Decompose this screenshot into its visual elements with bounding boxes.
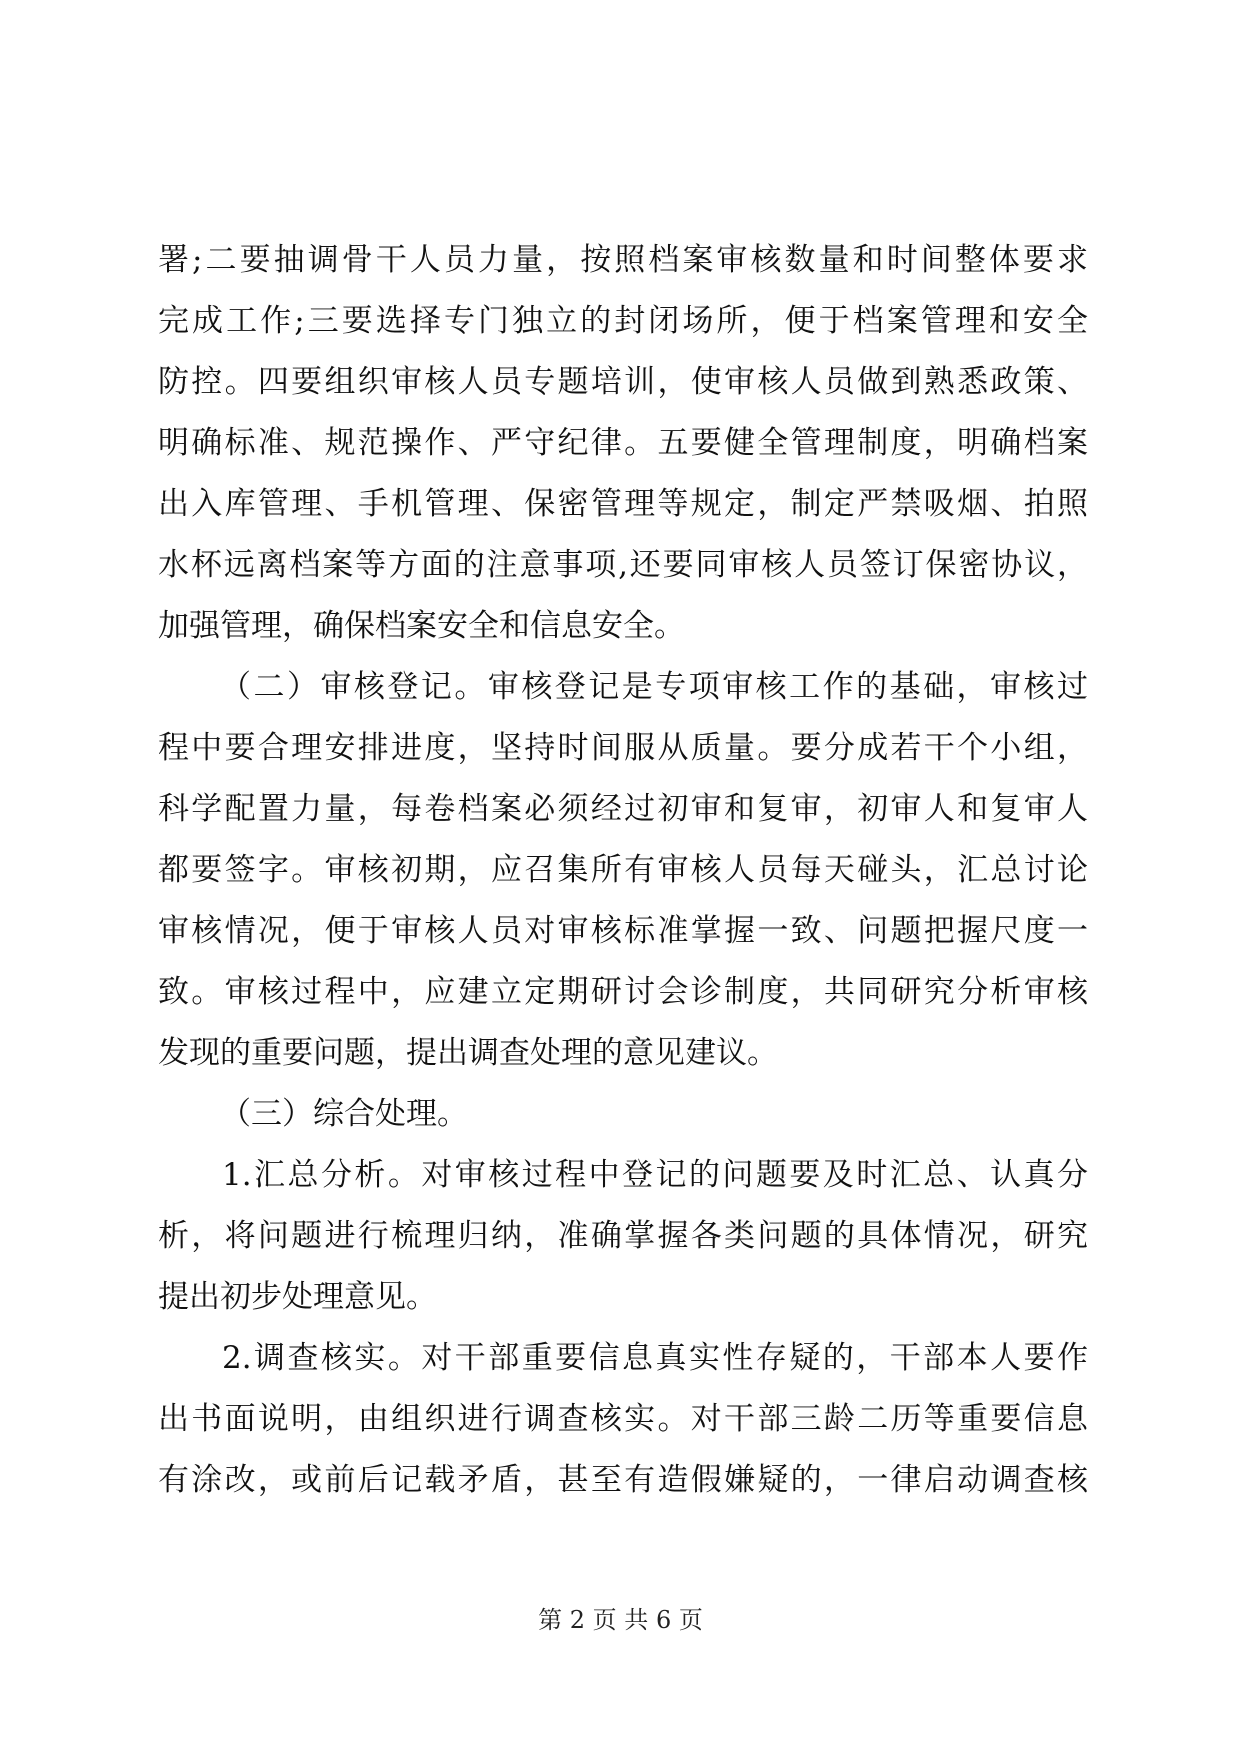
text-line: 致。审核过程中，应建立定期研讨会诊制度，共同研究分析审核 <box>158 974 1088 1010</box>
text-line: 1.汇总分析。对审核过程中登记的问题要及时汇总、认真分 <box>222 1157 1088 1193</box>
section-heading-line: （二）审核登记。审核登记是专项审核工作的基础，审核过 <box>220 669 1088 705</box>
section-heading-line: （三）综合处理。 <box>220 1096 468 1132</box>
text-line: 析，将问题进行梳理归纳，准确掌握各类问题的具体情况，研究 <box>158 1218 1088 1254</box>
page-number-footer: 第 2 页 共 6 页 <box>538 1606 703 1634</box>
text-line: 防控。四要组织审核人员专题培训，使审核人员做到熟悉政策、 <box>158 364 1088 400</box>
document-body <box>158 230 1088 1511</box>
text-line: 科学配置力量，每卷档案必须经过初审和复审，初审人和复审人 <box>158 791 1088 827</box>
text-line: 署;二要抽调骨干人员力量，按照档案审核数量和时间整体要求 <box>158 242 1088 278</box>
text-line: 提出初步处理意见。 <box>158 1279 437 1315</box>
text-line: 出入库管理、手机管理、保密管理等规定，制定严禁吸烟、拍照 <box>158 486 1088 522</box>
text-line: 有涂改，或前后记载矛盾，甚至有造假嫌疑的，一律启动调查核 <box>158 1462 1088 1498</box>
text-line: 水杯远离档案等方面的注意事项,还要同审核人员签订保密协议， <box>158 547 1088 583</box>
text-line: 都要签字。审核初期，应召集所有审核人员每天碰头，汇总讨论 <box>158 852 1088 888</box>
text-line: 完成工作;三要选择专门独立的封闭场所，便于档案管理和安全 <box>158 303 1088 339</box>
text-line: 2.调查核实。对干部重要信息真实性存疑的，干部本人要作 <box>222 1340 1088 1376</box>
text-line: 明确标准、规范操作、严守纪律。五要健全管理制度，明确档案 <box>158 425 1088 461</box>
text-line: 出书面说明，由组织进行调查核实。对干部三龄二历等重要信息 <box>158 1401 1088 1437</box>
text-line: 程中要合理安排进度，坚持时间服从质量。要分成若干个小组， <box>158 730 1088 766</box>
text-line: 加强管理，确保档案安全和信息安全。 <box>158 608 685 644</box>
text-line: 审核情况，便于审核人员对审核标准掌握一致、问题把握尺度一 <box>158 913 1088 949</box>
text-line: 发现的重要问题，提出调查处理的意见建议。 <box>158 1035 778 1071</box>
